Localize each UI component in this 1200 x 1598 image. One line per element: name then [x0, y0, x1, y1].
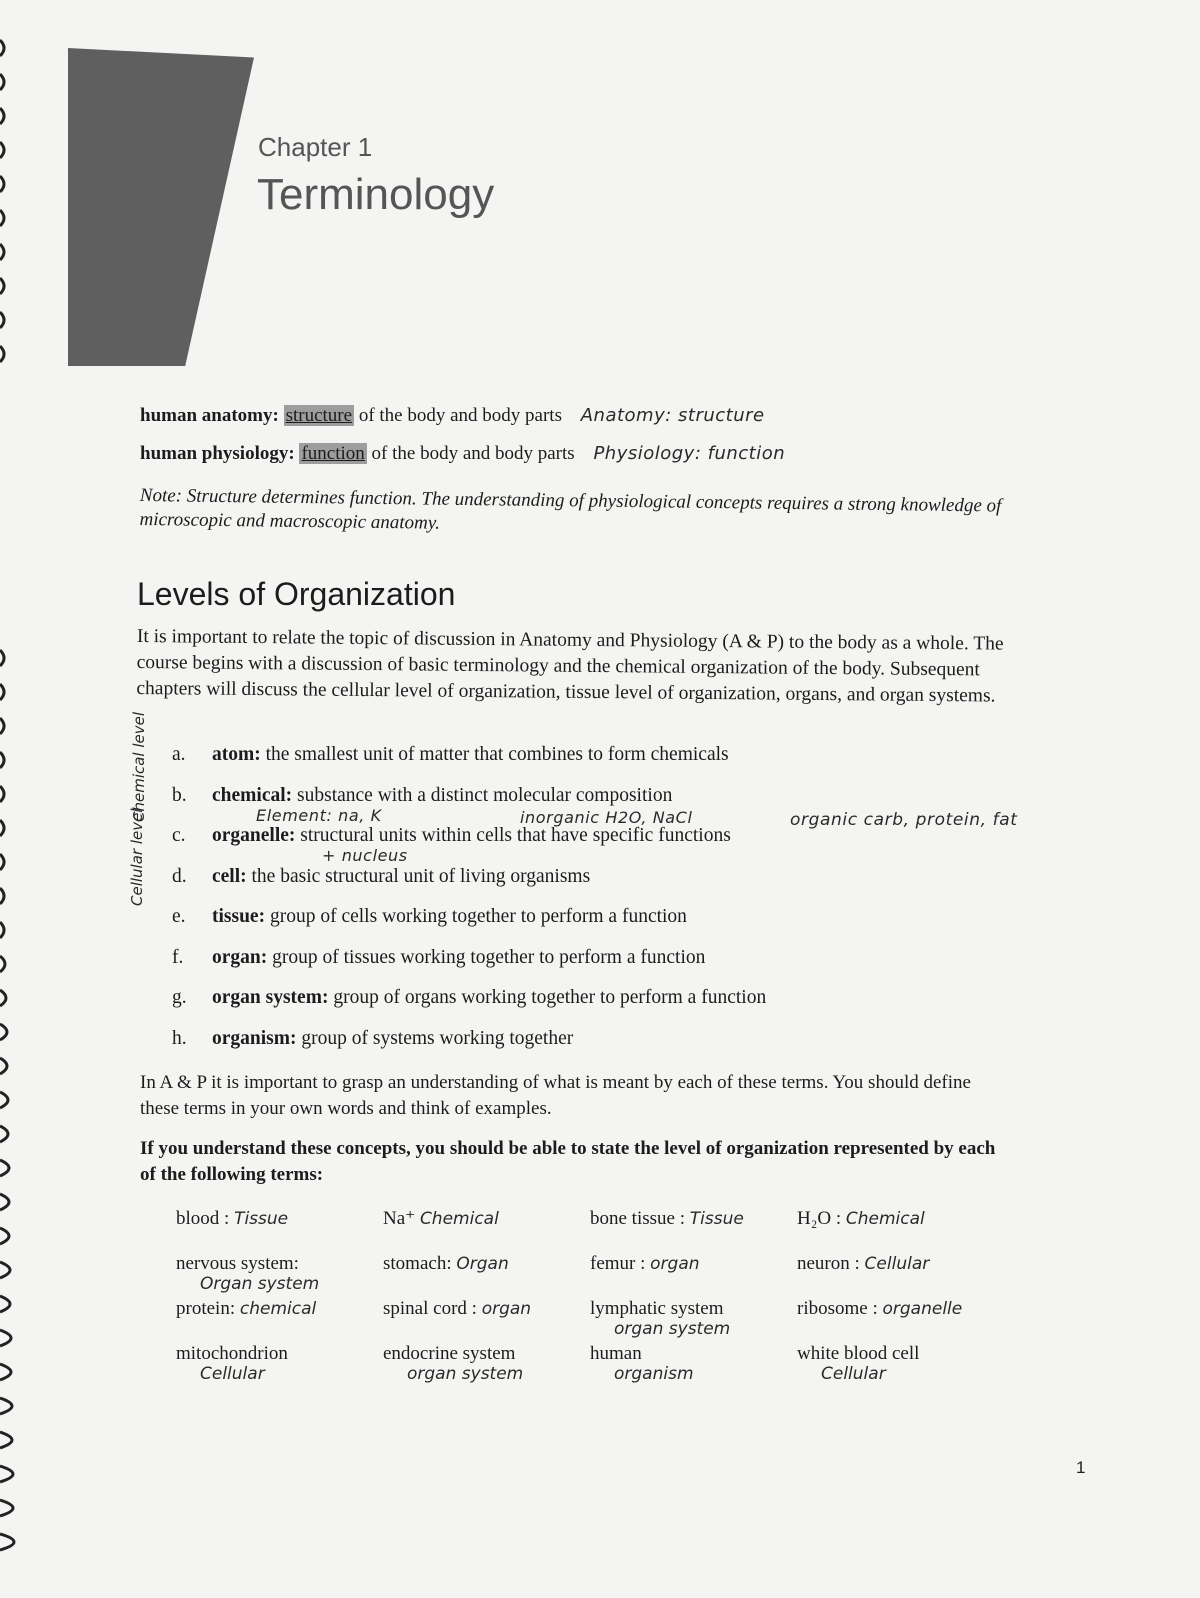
handwritten-answer: Tissue: [689, 1209, 744, 1229]
term-cell: [176, 1298, 383, 1343]
term-cell: [797, 1253, 1004, 1298]
list-item: [172, 947, 766, 988]
term-label: spinal cord :: [383, 1298, 477, 1319]
handwritten-organic: organic carb, protein, fat: [790, 810, 1018, 830]
handwritten-note: Physiology: function: [593, 443, 786, 464]
term-cell: [176, 1343, 383, 1388]
term-label: blood :: [176, 1208, 230, 1229]
handwritten-answer: organ system: [407, 1364, 524, 1384]
list-letter: a.: [172, 744, 186, 765]
term-label: Na⁺: [383, 1208, 416, 1229]
level-desc: substance with a distinct molecular composition: [297, 784, 673, 806]
definition-physiology: [140, 443, 785, 481]
page-number: 1: [1076, 1458, 1086, 1477]
margin-note-chemical: Chemical level: [130, 711, 148, 822]
level-desc: structural units within cells that have specific functions: [300, 825, 731, 846]
handwritten-element: Element: na, K: [256, 806, 382, 825]
level-term: organ system:: [212, 987, 329, 1008]
list-letter: f.: [172, 946, 184, 968]
level-desc: the basic structural unit of living organisms: [251, 865, 591, 887]
term-cell: [797, 1208, 1004, 1253]
paragraph-define: In A & P it is important to grasp an understanding of what is meant by each of these terms. You should define these terms in your own words and think of examples.: [140, 1072, 971, 1119]
term-cell: [176, 1208, 383, 1253]
term-cell: [383, 1298, 590, 1343]
term-label: human: [590, 1343, 642, 1364]
term-label: protein:: [176, 1298, 236, 1319]
spiral-binding: [0, 30, 30, 1570]
handwritten-answer: Cellular: [821, 1364, 886, 1384]
handwritten-inorganic: inorganic H2O, NaCl: [520, 808, 693, 827]
level-term: tissue:: [212, 906, 266, 927]
handwritten-answer: organelle: [882, 1299, 963, 1319]
terms-grid: [176, 1208, 1056, 1388]
list-item: [172, 1028, 766, 1069]
term-label: femur :: [590, 1253, 646, 1274]
handwritten-answer: organ system: [614, 1319, 731, 1339]
level-term: organism:: [212, 1027, 297, 1049]
margin-bracket-notes: [122, 711, 178, 908]
list-letter: c.: [172, 825, 186, 846]
level-desc: the smallest unit of matter that combines to form chemicals: [265, 744, 729, 765]
list-item: [172, 825, 766, 866]
list-item: [172, 987, 766, 1028]
definition-term: human anatomy:: [140, 405, 279, 426]
level-desc: group of systems working together: [301, 1027, 574, 1049]
term-cell: [590, 1253, 797, 1298]
list-letter: e.: [172, 906, 186, 927]
list-letter: d.: [172, 865, 187, 887]
term-cell: [797, 1298, 1004, 1343]
term-cell: [590, 1343, 797, 1388]
section-title: Levels of Organization: [137, 576, 456, 612]
definition-key: function: [301, 443, 365, 464]
handwritten-note: Anatomy: structure: [580, 405, 765, 426]
term-label: bone tissue :: [590, 1208, 685, 1229]
list-letter: h.: [172, 1027, 187, 1049]
term-cell: [176, 1253, 383, 1298]
list-item: [172, 744, 766, 785]
term-label: nervous system:: [176, 1253, 299, 1274]
definition-rest: of the body and body parts: [371, 443, 575, 464]
terms-row: [176, 1343, 1056, 1388]
list-letter: b.: [172, 784, 187, 806]
handwritten-answer: organ: [481, 1299, 532, 1319]
handwritten-answer: chemical: [239, 1299, 317, 1319]
term-cell: [590, 1298, 797, 1343]
term-label: white blood cell: [797, 1343, 920, 1364]
definition-key: structure: [285, 405, 353, 426]
handwritten-answer: organ: [650, 1254, 700, 1274]
terms-row: [176, 1253, 1056, 1298]
level-term: chemical:: [212, 784, 293, 806]
definition-anatomy: [140, 405, 785, 443]
handwritten-answer: Organ system: [200, 1274, 320, 1294]
term-cell: [383, 1253, 590, 1298]
level-desc: group of organs working together to perform a function: [333, 987, 767, 1008]
chapter-title: Terminology: [257, 170, 495, 219]
terms-row: [176, 1208, 1056, 1253]
chapter-tab-graphic: [68, 48, 254, 366]
term-cell: [797, 1343, 1004, 1388]
handwritten-answer: Cellular: [200, 1364, 265, 1384]
term-label: mitochondrion: [176, 1343, 288, 1364]
term-label: stomach:: [383, 1253, 452, 1274]
chapter-label: Chapter 1: [258, 132, 373, 162]
margin-note-cellular: Cellular level: [128, 808, 146, 906]
definition-term: human physiology:: [140, 443, 295, 464]
list-letter: g.: [172, 987, 187, 1008]
section-intro: It is important to relate the topic of discussion in Anatomy and Physiology (A & P) to the body as a whole. The course begins with a discussion of basic terminology and the chemical organization of the body. Subsequent chapters will discuss the cellular level of organization, tissue level of organization, organs, and organ systems.: [136, 625, 1004, 707]
level-term: organelle:: [212, 825, 296, 846]
definitions: [140, 405, 785, 481]
list-item: [172, 906, 766, 947]
level-term: organ:: [212, 946, 268, 968]
handwritten-answer: Cellular: [864, 1254, 930, 1274]
handwritten-answer: Organ: [456, 1254, 509, 1274]
definition-rest: of the body and body parts: [358, 405, 562, 426]
term-cell: [590, 1208, 797, 1253]
handwritten-answer: Chemical: [419, 1209, 499, 1229]
term-label: endocrine system: [383, 1343, 516, 1364]
term-label: neuron :: [797, 1253, 860, 1274]
handwritten-nucleus: + nucleus: [322, 846, 408, 865]
term-label: ribosome :: [797, 1298, 878, 1319]
levels-list: [172, 744, 766, 1068]
term-label: H₂O :: [797, 1208, 842, 1229]
handwritten-answer: Tissue: [234, 1209, 289, 1229]
note-text: Note: Structure determines function. The understanding of physiological concepts requires a strong knowledge of microscopic and macroscopic anatomy.: [139, 484, 1002, 534]
handwritten-answer: organism: [614, 1364, 694, 1384]
level-term: atom:: [212, 744, 261, 765]
paragraph-instructions: If you understand these concepts, you should be able to state the level of organization represented by each of the following terms:: [140, 1138, 996, 1185]
term-label: lymphatic system: [590, 1298, 724, 1319]
level-desc: group of tissues working together to perform a function: [272, 946, 706, 968]
handwritten-answer: Chemical: [845, 1209, 925, 1229]
level-term: cell:: [212, 865, 247, 887]
level-desc: group of cells working together to perform a function: [269, 906, 687, 927]
terms-row: [176, 1298, 1056, 1343]
list-item: [172, 866, 766, 907]
term-cell: [383, 1343, 590, 1388]
term-cell: [383, 1208, 590, 1253]
